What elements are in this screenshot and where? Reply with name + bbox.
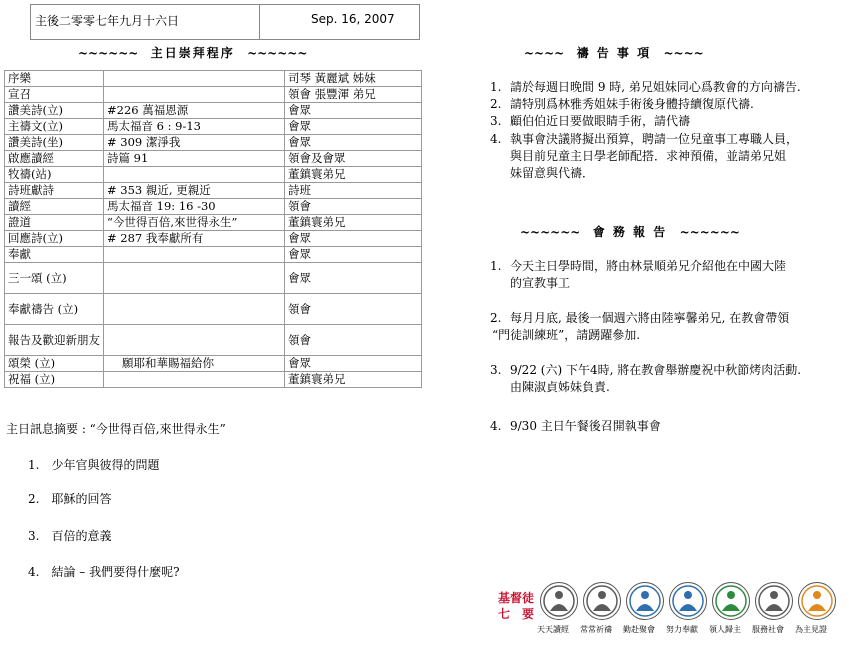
program-content bbox=[104, 294, 285, 325]
program-item: 牧禱(站) bbox=[5, 167, 104, 183]
emblem-caption: 為主見證 bbox=[795, 625, 827, 634]
program-ornament-right: ~~~~~~ bbox=[247, 46, 308, 60]
witness-icon bbox=[798, 582, 836, 620]
program-row bbox=[5, 167, 422, 183]
program-person: 領會 bbox=[285, 199, 422, 215]
program-content: # 353 親近, 更親近 bbox=[104, 183, 285, 199]
program-item: 讀經 bbox=[5, 199, 104, 215]
prayer-ornament-left: ~~~~ bbox=[524, 46, 565, 60]
program-content: #226 萬福恩源 bbox=[104, 103, 285, 119]
program-content bbox=[104, 71, 285, 87]
christian-seven-musts-emblem bbox=[494, 582, 839, 640]
program-person: 會眾 bbox=[285, 119, 422, 135]
program-person: 領會及會眾 bbox=[285, 151, 422, 167]
program-item: 讚美詩(坐) bbox=[5, 135, 104, 151]
prayer-list bbox=[490, 79, 845, 189]
sermon-point: 1. 少年官與彼得的問題 bbox=[28, 458, 160, 472]
emblem-caption: 領人歸主 bbox=[709, 625, 741, 634]
program-item: 證道 bbox=[5, 215, 104, 231]
affairs-item-number: 3. bbox=[490, 363, 502, 377]
prayer-item-number: 1. bbox=[490, 80, 502, 94]
prayer-item-text: 與目前兒童主日學老師配搭．求神預備，並請弟兄姐 bbox=[510, 149, 787, 163]
program-item: 奉獻 bbox=[5, 247, 104, 263]
prayer-ornament-right: ~~~~ bbox=[663, 46, 704, 60]
program-content bbox=[104, 87, 285, 103]
prayer-item-text: 顧伯伯近日要做眼睛手術，請代禱 bbox=[510, 114, 691, 128]
program-row bbox=[5, 103, 422, 119]
emblem-caption: 天天讀經 bbox=[537, 625, 569, 634]
emblem-caption: 勤赴聚會 bbox=[623, 625, 655, 634]
program-title: 主日崇拜程序 bbox=[150, 46, 235, 60]
congregation-icon bbox=[626, 582, 664, 620]
program-row bbox=[5, 263, 422, 294]
program-item: 詩班獻詩 bbox=[5, 183, 104, 199]
prayer-item-number: 2. bbox=[490, 97, 502, 111]
emblem-brand-line2: 七 要 bbox=[497, 607, 534, 621]
program-item: 奉獻禱告 (立) bbox=[5, 294, 104, 325]
program-row bbox=[5, 183, 422, 199]
affairs-item-text: 的宣教事工 bbox=[510, 276, 571, 290]
affairs-item-text: “門徒訓練班”，請踴躍參加. bbox=[492, 328, 641, 342]
program-row bbox=[5, 151, 422, 167]
affairs-item-text: 9/22 (六) 下午4時, 將在教會舉辦慶祝中秋節烤肉活動. bbox=[510, 363, 802, 377]
worship-program-table bbox=[4, 70, 422, 388]
affairs-item-text: 每月月底, 最後一個週六將由陸寧馨弟兄, 在教會帶領 bbox=[510, 311, 790, 325]
evangelism-icon bbox=[712, 582, 750, 620]
program-item: 報告及歡迎新朋友 bbox=[5, 325, 104, 356]
program-row bbox=[5, 325, 422, 356]
sermon-summary-title: 主日訊息摘要 : “今世得百倍,來世得永生” bbox=[6, 422, 226, 436]
program-content bbox=[104, 263, 285, 294]
program-item: 三一頌 (立) bbox=[5, 263, 104, 294]
program-person: 領會 張豐渾 弟兄 bbox=[285, 87, 422, 103]
program-row bbox=[5, 119, 422, 135]
prayer-item-text: 執事會決議將擬出預算，聘請一位兒童事工專職人員， bbox=[510, 132, 799, 146]
program-person: 司琴 黃麗斌 姊妹 bbox=[285, 71, 422, 87]
affairs-item-number: 4. bbox=[490, 419, 502, 433]
program-content bbox=[104, 372, 285, 388]
emblem-caption: 努力奉獻 bbox=[666, 625, 698, 634]
program-item: 讚美詩(立) bbox=[5, 103, 104, 119]
program-person: 領會 bbox=[285, 325, 422, 356]
header-divider bbox=[259, 5, 260, 39]
prayer-item-text: 請於每週日晚間 9 時, 弟兄姐妹同心爲教會的方向禱告. bbox=[510, 80, 801, 94]
affairs-item-text: 9/30 主日午餐後召開執事會 bbox=[510, 419, 661, 433]
sermon-point: 2. 耶穌的回答 bbox=[28, 492, 112, 506]
program-row bbox=[5, 215, 422, 231]
program-content: 詩篇 91 bbox=[104, 151, 285, 167]
date-english: Sep. 16, 2007 bbox=[311, 12, 395, 26]
program-item: 宣召 bbox=[5, 87, 104, 103]
prayer-item-number: 3. bbox=[490, 114, 502, 128]
prayer-heading bbox=[524, 44, 704, 61]
program-row bbox=[5, 356, 422, 372]
program-row bbox=[5, 87, 422, 103]
program-heading bbox=[78, 44, 307, 61]
offering-icon bbox=[669, 582, 707, 620]
program-person: 會眾 bbox=[285, 231, 422, 247]
program-person: 董鎮寰弟兄 bbox=[285, 215, 422, 231]
affairs-ornament-right: ~~~~~~ bbox=[679, 225, 740, 239]
program-person: 會眾 bbox=[285, 247, 422, 263]
program-person: 董鎮寰弟兄 bbox=[285, 167, 422, 183]
program-person: 領會 bbox=[285, 294, 422, 325]
program-person: 會眾 bbox=[285, 356, 422, 372]
sermon-point: 3. 百倍的意義 bbox=[28, 529, 112, 543]
program-row bbox=[5, 231, 422, 247]
program-item: 序樂 bbox=[5, 71, 104, 87]
program-content bbox=[104, 325, 285, 356]
emblem-brand bbox=[494, 590, 538, 622]
affairs-ornament-left: ~~~~~~ bbox=[520, 225, 581, 239]
prayer-item-text: 請特別爲林雅秀姐妹手術後身體持續復原代禱. bbox=[510, 97, 754, 111]
program-item: 祝福 (立) bbox=[5, 372, 104, 388]
affairs-item-text: 由陳淑貞姊妹負責. bbox=[510, 380, 610, 394]
prayer-item-number: 4. bbox=[490, 132, 502, 146]
affairs-heading bbox=[520, 223, 740, 240]
program-content: 馬太福音 19: 16 -30 bbox=[104, 199, 285, 215]
program-content: “今世得百倍,來世得永生” bbox=[104, 215, 285, 231]
prayer-title: 禱 告 事 項 bbox=[576, 46, 652, 60]
affairs-item-number: 1. bbox=[490, 259, 502, 273]
program-ornament-left: ~~~~~~ bbox=[78, 46, 139, 60]
sermon-point: 4. 結論 – 我們要得什麼呢? bbox=[28, 565, 180, 579]
program-content: 願耶和華賜福給你 bbox=[104, 356, 285, 372]
program-content bbox=[104, 247, 285, 263]
affairs-item-text: 今天主日學時間，將由林景順弟兄介紹他在中國大陸 bbox=[510, 259, 787, 273]
affairs-item-number: 2. bbox=[490, 311, 502, 325]
program-row bbox=[5, 294, 422, 325]
affairs-list bbox=[490, 258, 845, 438]
program-item: 啟應讀經 bbox=[5, 151, 104, 167]
program-person: 會眾 bbox=[285, 135, 422, 151]
program-row bbox=[5, 247, 422, 263]
prayer-item-text: 妹留意與代禱． bbox=[510, 166, 595, 180]
program-row bbox=[5, 199, 422, 215]
affairs-title: 會 務 報 告 bbox=[592, 225, 668, 239]
emblem-caption: 常常祈禱 bbox=[580, 625, 612, 634]
program-item: 主禱文(立) bbox=[5, 119, 104, 135]
program-person: 董鎮寰弟兄 bbox=[285, 372, 422, 388]
program-row bbox=[5, 71, 422, 87]
program-content bbox=[104, 167, 285, 183]
emblem-caption: 服務社會 bbox=[752, 625, 784, 634]
program-content: 馬太福音 6 : 9-13 bbox=[104, 119, 285, 135]
program-item: 頌榮 (立) bbox=[5, 356, 104, 372]
program-person: 詩班 bbox=[285, 183, 422, 199]
emblem-brand-line1: 基督徒 bbox=[497, 591, 534, 605]
date-chinese: 主後二零零七年九月十六日 bbox=[35, 14, 180, 28]
program-person: 會眾 bbox=[285, 263, 422, 294]
program-content: # 309 潔淨我 bbox=[104, 135, 285, 151]
community-service-icon bbox=[755, 582, 793, 620]
date-header-box bbox=[30, 4, 420, 40]
program-row bbox=[5, 372, 422, 388]
program-item: 回應詩(立) bbox=[5, 231, 104, 247]
program-person: 會眾 bbox=[285, 103, 422, 119]
reading-bible-icon bbox=[540, 582, 578, 620]
praying-icon bbox=[583, 582, 621, 620]
program-row bbox=[5, 135, 422, 151]
program-content: # 287 我奉獻所有 bbox=[104, 231, 285, 247]
